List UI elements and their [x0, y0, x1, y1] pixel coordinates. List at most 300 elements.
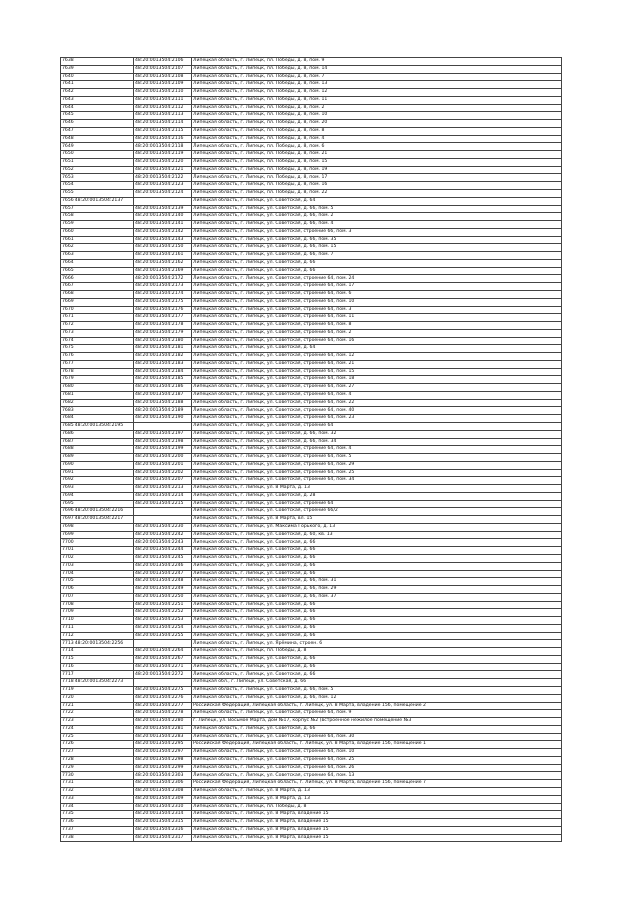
row-number: 7702 [62, 555, 74, 561]
address-cell: Липецкая область, г. Липецк, ул. 8 Марта, владение 15 [192, 834, 562, 842]
row-number: 7666 [62, 275, 74, 281]
row-number-cell [61, 787, 134, 795]
address-cell: Липецкая область, г. Липецк, ул. Советская, д. 66, пом. 29 [192, 586, 562, 594]
cadastral-number-cell: 48:20:0013504:2123 [134, 182, 192, 190]
table-row [61, 803, 562, 811]
address-cell: Липецкая область, г. Липецк, ул. Советская, д. 66, пом. 32 [192, 430, 562, 438]
address-cell: Липецкая область, г. Липецк, пл. Победы, д. 8, пом. 11 [192, 96, 562, 104]
row-number-cell [61, 267, 134, 275]
table-row [61, 454, 562, 462]
address-cell: Липецкая область, г. Липецк, ул. Советская, д. 66, пом. 4 [192, 221, 562, 229]
table-row [61, 687, 562, 695]
row-number: 7694 [62, 492, 74, 498]
row-number-cell [61, 221, 134, 229]
cadastral-number-cell: 48:20:0013504:2283 [134, 733, 192, 741]
row-number: 7639 [62, 65, 74, 71]
row-number: 7735 [62, 811, 74, 817]
cadastral-number-cell: 48:20:0013504:2242 [134, 531, 192, 539]
address-cell: Липецкая область, г. Липецк, ул. Советская, строение 64, пом. 29 [192, 461, 562, 469]
cadastral-number-cell: 48:20:0013504:2303 [134, 772, 192, 780]
row-number-cell [61, 259, 134, 267]
cadastral-number-cell: 48:20:0013504:2201 [134, 461, 192, 469]
table-row [61, 213, 562, 221]
row-number: 7737 [62, 826, 74, 832]
row-number: 7640 [62, 73, 74, 79]
row-number-cell [61, 360, 134, 368]
row-number-cell [61, 725, 134, 733]
address-cell: Липецкая область, г. Липецк, ул. Советская, строение 64, пом. 4 [192, 446, 562, 454]
row-number-cell [61, 609, 134, 617]
row-number: 7679 [62, 376, 74, 382]
address-cell: Липецкая область, г. Липецк, ул. Советская, д. 66 [192, 562, 562, 570]
row-number: 7649 [62, 143, 74, 149]
cadastral-number-cell: 48:20:0013504:2184 [134, 368, 192, 376]
row-number-cell [61, 749, 134, 757]
address-cell: Липецкая область, г. Липецк, ул. 8 Марта, д. 13 [192, 795, 562, 803]
row-number-cell [61, 671, 134, 679]
table-row [61, 679, 562, 687]
cadastral-number-cell: 48:20:0013504:2141 [134, 221, 192, 229]
address-cell: Липецкая область, г. Липецк, ул. Советская, д. 66 [192, 267, 562, 275]
row-number-cell [61, 353, 134, 361]
cadastral-number-cell: 48:20:0013504:2185 [134, 376, 192, 384]
address-cell: Липецкая область, г. Липецк, ул. Советская, строение 64, пом. 26 [192, 764, 562, 772]
row-number-cell [61, 523, 134, 531]
row-number-cell [61, 73, 134, 81]
row-number: 7667 [62, 283, 74, 289]
cadastral-number-cell: 48:20:0013504:2246 [134, 562, 192, 570]
address-cell: Липецкая область, г. Липецк, ул. Советская, д. 66, пом. 2 [192, 213, 562, 221]
table-row [61, 640, 562, 648]
row-number: 7708 [62, 601, 74, 607]
cadastral-number-cell: 48:20:0013504:2110 [134, 89, 192, 97]
table-row [61, 322, 562, 330]
cadastral-number-cell: 48:20:0013504:2161 [134, 252, 192, 260]
table-row [61, 819, 562, 827]
row-number: 7642 [62, 89, 74, 95]
row-number-cell [61, 329, 134, 337]
row-number-cell [61, 570, 134, 578]
row-number-cell [61, 252, 134, 260]
cadastral-number-cell: 48:20:0013504:2119 [134, 151, 192, 159]
row-number-cell [61, 143, 134, 151]
cadastral-number-cell: 48:20:0013504:2175 [134, 298, 192, 306]
table-row [61, 624, 562, 632]
address-cell: Липецкая область, г. Липецк, ул. Советская, строение 64, пом. 24 [192, 275, 562, 283]
table-row [61, 407, 562, 415]
row-number: 7695 [62, 500, 74, 506]
row-number: 7718 [62, 679, 74, 685]
address-cell: Липецкая область, г. Липецк, ул. Советская, д. 66 [192, 671, 562, 679]
row-number-cell [61, 702, 134, 710]
cadastral-number-cell: 48:20:0013504:2316 [134, 826, 192, 834]
table-row [61, 182, 562, 190]
table-row [61, 772, 562, 780]
table-row [61, 733, 562, 741]
address-cell: Липецкая область, г. Липецк, пл. Победы, д. 8, пом. 9 [192, 58, 562, 66]
table-row [61, 244, 562, 252]
table-row [61, 578, 562, 586]
address-cell: Липецкая область, г. Липецк, ул. 8 Марта, д. 13 [192, 787, 562, 795]
cadastral-number-cell: 48:20:0013504:2275 [134, 687, 192, 695]
row-number: 7653 [62, 174, 74, 180]
address-cell: Липецкая область, г. Липецк, ул. Советская, д. 66 [192, 632, 562, 640]
cadastral-number-cell: 48:20:0013504:2150 [134, 244, 192, 252]
address-cell: Липецкая область, г. Липецк, ул. Советская, строение 64, пом. 10 [192, 298, 562, 306]
address-cell: Липецкая область, г. Липецк, ул. Советская, строение 64, пом. 4 [192, 391, 562, 399]
address-cell: Липецкая область, г. Липецк, ул. Советская, строение 64 [192, 500, 562, 508]
cadastral-number-cell: 48:20:0013504:2118 [134, 143, 192, 151]
row-number: 7645 [62, 112, 74, 118]
address-cell: Липецкая область, г. Липецк, ул. Советская, д. 66 [192, 539, 562, 547]
row-number-cell [61, 586, 134, 594]
table-row [61, 290, 562, 298]
address-cell: Липецкая область, г. Липецк, ул. Советская, д. 64 [192, 345, 562, 353]
row-number: 7672 [62, 322, 74, 328]
cadastral-number-cell: 48:20:0013504:2197 [134, 430, 192, 438]
row-number: 7714 [62, 648, 74, 654]
row-number-cell [61, 376, 134, 384]
address-cell: Липецкая область, г. Липецк, пл. Победы, д. 8, пом. 4 [192, 135, 562, 143]
address-cell: Липецкая область, г. Липецк, ул. Советская, строение 64, пом. 6 [192, 290, 562, 298]
row-number: 7657 [62, 205, 74, 211]
table-row [61, 166, 562, 174]
table-row [61, 702, 562, 710]
cadastral-number-cell: 48:20:0013504:2202 [134, 469, 192, 477]
row-number-cell [61, 306, 134, 314]
cadastral-number-cell: 48:20:0013504:2299 [134, 764, 192, 772]
parent-cadastral-number: 48:20:0013504:2273 [74, 679, 124, 685]
table-row [61, 461, 562, 469]
row-number: 7711 [62, 624, 74, 630]
table-row [61, 586, 562, 594]
cadastral-number-cell: 48:20:0013504:2264 [134, 648, 192, 656]
cadastral-number-cell: 48:20:0013504:2181 [134, 345, 192, 353]
cadastral-number-cell: 48:20:0013504:2173 [134, 283, 192, 291]
address-cell: Липецкая область, г. Липецк, ул. Советская, строение 66, пом. 3 [192, 228, 562, 236]
table-row [61, 353, 562, 361]
cadastral-number-cell: 48:20:0013504:2112 [134, 104, 192, 112]
address-cell: Липецкая обл., г. Липецк, ул. Советская, д. 66 [192, 679, 562, 687]
address-cell: Липецкая область, г. Липецк, ул. Советская, строение 64, пом. 10 [192, 749, 562, 757]
cadastral-number-cell: 48:20:0013504:2308 [134, 787, 192, 795]
row-number-cell [61, 539, 134, 547]
row-number-cell [61, 516, 134, 524]
cadastral-number-cell [134, 422, 192, 430]
row-number-cell [61, 120, 134, 128]
table-row [61, 617, 562, 625]
cadastral-number-cell: 48:20:0013504:2213 [134, 485, 192, 493]
table-row [61, 120, 562, 128]
address-cell: Липецкая область, г. Липецк, пл. Победы, д. 8, пом. 2 [192, 104, 562, 112]
row-number: 7727 [62, 749, 74, 755]
table-row [61, 221, 562, 229]
row-number-cell [61, 632, 134, 640]
address-cell: Липецкая область, г. Липецк, ул. Советская, д. 66 [192, 259, 562, 267]
address-cell: Липецкая область, г. Липецк, пл. Победы, д. 8, пом. 12 [192, 89, 562, 97]
cadastral-number-cell: 48:20:0013504:2174 [134, 290, 192, 298]
cadastral-number-cell: 48:20:0013504:2172 [134, 275, 192, 283]
parent-cadastral-number: 48:20:0013504:2217 [74, 516, 124, 522]
row-number: 7681 [62, 392, 74, 397]
row-number: 7717 [62, 671, 74, 677]
row-number: 7638 [62, 58, 74, 64]
table-row [61, 174, 562, 182]
row-number-cell [61, 562, 134, 570]
row-number: 7724 [62, 725, 74, 731]
address-cell: Липецкая область, г. Липецк, ул. Советская, д. 28 [192, 492, 562, 500]
row-number-cell [61, 780, 134, 788]
table-row [61, 741, 562, 749]
row-number: 7712 [62, 632, 74, 638]
cadastral-number-cell: 48:20:0013504:2179 [134, 329, 192, 337]
row-number-cell [61, 508, 134, 516]
cadastral-number-cell: 48:20:0013504:2190 [134, 415, 192, 423]
table-row [61, 236, 562, 244]
cadastral-number-cell: 48:20:0013504:2178 [134, 322, 192, 330]
cadastral-number-cell: 48:20:0013504:2280 [134, 718, 192, 726]
row-number: 7728 [62, 756, 74, 762]
cadastral-number-cell: 48:20:0013504:2253 [134, 617, 192, 625]
row-number-cell [61, 368, 134, 376]
table-row [61, 127, 562, 135]
row-number-cell [61, 151, 134, 159]
row-number: 7709 [62, 609, 74, 615]
row-number: 7662 [62, 244, 74, 250]
address-cell: Липецкая область, г. Липецк, ул. Советская, д. 66, пом. 37 [192, 593, 562, 601]
cadastral-number-cell: 48:20:0013504:2177 [134, 314, 192, 322]
cadastral-number-cell: 48:20:0013504:2186 [134, 384, 192, 392]
row-number-cell [61, 500, 134, 508]
parent-cadastral-number: 48:20:0013504:2195 [74, 423, 124, 429]
row-number: 7670 [62, 306, 74, 312]
address-cell: Липецкая область, г. Липецк, пл. Победы, д. 8, пом. 13 [192, 81, 562, 89]
table-row [61, 151, 562, 159]
cadastral-number-cell: 48:20:0013504:2124 [134, 190, 192, 198]
row-number: 7676 [62, 353, 74, 359]
row-number: 7641 [62, 81, 74, 87]
row-number: 7703 [62, 562, 74, 568]
row-number: 7658 [62, 213, 74, 219]
address-cell: Липецкая область, г. Липецк, ул. Советская, д. 64 [192, 197, 562, 205]
row-number: 7736 [62, 819, 74, 825]
table-row [61, 795, 562, 803]
row-number: 7654 [62, 182, 74, 188]
row-number: 7701 [62, 547, 74, 553]
row-number: 7646 [62, 120, 74, 126]
cadastral-number-cell: 48:20:0013504:2298 [134, 756, 192, 764]
row-number-cell [61, 624, 134, 632]
cadastral-number-cell: 48:20:0013504:2251 [134, 601, 192, 609]
address-cell: Липецкая область, г. Липецк, ул. Советская, д. 66, пом. 7 [192, 252, 562, 260]
address-cell: Липецкая область, г. Липецк, ул. Советская, д. 66 [192, 624, 562, 632]
cadastral-number-cell: 48:20:0013504:2200 [134, 454, 192, 462]
address-cell: Липецкая область, г. Липецк, ул. Советская, д. 66 [192, 663, 562, 671]
address-cell: Липецкая область, г. Липецк, ул. Максима Горького, д. 13 [192, 523, 562, 531]
table-row [61, 81, 562, 89]
cadastral-number-cell: 48:20:0013504:2250 [134, 593, 192, 601]
table-row [61, 593, 562, 601]
address-cell: Липецкая область, г. Липецк, пл. Победы, д. 8 [192, 803, 562, 811]
cadastral-number-cell: 48:20:0013504:2140 [134, 213, 192, 221]
row-number: 7669 [62, 298, 74, 304]
row-number-cell [61, 158, 134, 166]
table-row [61, 197, 562, 205]
row-number: 7692 [62, 477, 74, 483]
row-number: 7687 [62, 438, 74, 444]
row-number: 7650 [62, 151, 74, 157]
table-row [61, 725, 562, 733]
table-row [61, 648, 562, 656]
row-number: 7661 [62, 236, 74, 242]
address-cell: Липецкая область, г. Липецк, ул. Советская, д. 66, пом. 15 [192, 244, 562, 252]
address-cell: Российская Федерация, Липецкая область, г. Липецк, ул. 8 Марта, владение 15б, помещение 2 [192, 702, 562, 710]
row-number-cell [61, 601, 134, 609]
row-number-cell [61, 655, 134, 663]
cadastral-number-cell [134, 679, 192, 687]
table-row [61, 710, 562, 718]
table-row [61, 58, 562, 66]
row-number-cell [61, 687, 134, 695]
row-number-cell [61, 772, 134, 780]
row-number-cell [61, 640, 134, 648]
row-number: 7723 [62, 718, 74, 724]
row-number: 7696 [62, 508, 74, 514]
row-number-cell [61, 104, 134, 112]
row-number-cell [61, 733, 134, 741]
table-row [61, 415, 562, 423]
table-row [61, 492, 562, 500]
table-row [61, 500, 562, 508]
cadastral-number-cell: 48:20:0013504:2122 [134, 174, 192, 182]
table-row [61, 764, 562, 772]
table-row [61, 73, 562, 81]
table-row [61, 671, 562, 679]
address-cell: Липецкая область, г. Липецк, пл. Победы, д. 8 [192, 648, 562, 656]
address-cell: Липецкая область, г. Липецк, ул. 8 Марта, д. 13 [192, 485, 562, 493]
address-cell: Липецкая область, г. Липецк, ул. Советская, строение 64, пом. 9 [192, 710, 562, 718]
address-cell: Липецкая область, г. Липецк, ул. Советская, строение 64, пом. 11 [192, 314, 562, 322]
row-number: 7665 [62, 267, 74, 273]
table-row [61, 469, 562, 477]
row-number: 7647 [62, 127, 74, 133]
row-number-cell [61, 555, 134, 563]
address-cell: Липецкая область, г. Липецк, пл. Победы, д. 8, пом. 15 [192, 158, 562, 166]
row-number: 7730 [62, 772, 74, 778]
row-number-cell [61, 547, 134, 555]
row-number-cell [61, 819, 134, 827]
address-cell: Липецкая область, г. Липецк, ул. Советская, строение 64, пом. 34 [192, 477, 562, 485]
cadastral-number-cell: 48:20:0013504:2317 [134, 834, 192, 842]
row-number: 7716 [62, 663, 74, 669]
row-number-cell [61, 275, 134, 283]
row-number: 7729 [62, 764, 74, 770]
table-row [61, 601, 562, 609]
table-row [61, 259, 562, 267]
address-cell: Липецкая область, г. Липецк, пл. Победы, д. 8, пом. 6 [192, 143, 562, 151]
row-number-cell [61, 127, 134, 135]
row-number-cell [61, 174, 134, 182]
row-number: 7738 [62, 834, 74, 840]
table-row [61, 158, 562, 166]
row-number: 7706 [62, 586, 74, 592]
address-cell: Липецкая область, г. Липецк, ул. Советская, строение 64, пом. 21 [192, 360, 562, 368]
table-row [61, 283, 562, 291]
row-number-cell [61, 228, 134, 236]
table-row [61, 446, 562, 454]
address-cell: Липецкая область, г. Липецк, ул. Советская, д. 66 [192, 570, 562, 578]
row-number-cell [61, 244, 134, 252]
cadastral-number-cell: 48:20:0013504:2113 [134, 112, 192, 120]
address-cell: Российская Федерация, Липецкая область, г. Липецк, ул. 8 Марта, владение 15б, помещение 7 [192, 780, 562, 788]
table-row [61, 811, 562, 819]
row-number-cell [61, 741, 134, 749]
row-number: 7697 [62, 516, 74, 522]
row-number-cell [61, 399, 134, 407]
table-row [61, 314, 562, 322]
cadastral-number-cell: 48:20:0013504:2310 [134, 803, 192, 811]
row-number-cell [61, 112, 134, 120]
cadastral-number-cell: 48:20:0013504:2108 [134, 73, 192, 81]
table-row [61, 190, 562, 198]
row-number-cell [61, 236, 134, 244]
row-number-cell [61, 718, 134, 726]
table-row [61, 267, 562, 275]
address-cell: Липецкая область, г. Липецк, ул. Советская, д. 66 [192, 555, 562, 563]
cadastral-number-cell: 48:20:0013504:2169 [134, 267, 192, 275]
cadastral-number-cell [134, 516, 192, 524]
row-number-cell [61, 679, 134, 687]
row-number-cell [61, 337, 134, 345]
row-number-cell [61, 756, 134, 764]
table-row [61, 360, 562, 368]
address-cell: Липецкая область, г. Липецк, пл. Победы, д. 8, пом. 17 [192, 174, 562, 182]
table-row [61, 780, 562, 788]
cadastral-number-cell: 48:20:0013504:2182 [134, 353, 192, 361]
cadastral-number-cell: 48:20:0013504:2188 [134, 399, 192, 407]
row-number: 7732 [62, 788, 74, 794]
row-number-cell [61, 89, 134, 97]
row-number-cell [61, 298, 134, 306]
address-cell: Липецкая область, г. Липецк, ул. Советская, строение 66/2 [192, 508, 562, 516]
address-cell: Липецкая область, г. Липецк, пл. Победы, д. 8, пом. 7 [192, 73, 562, 81]
cadastral-number-cell: 48:20:0013504:2309 [134, 795, 192, 803]
address-cell: Липецкая область, г. Липецк, ул. Советская, д. 66 [192, 601, 562, 609]
row-number: 7707 [62, 593, 74, 599]
table-row [61, 306, 562, 314]
table-row [61, 485, 562, 493]
table-row [61, 438, 562, 446]
row-number-cell [61, 834, 134, 842]
row-number-cell [61, 65, 134, 73]
cadastral-number-cell: 48:20:0013504:2278 [134, 710, 192, 718]
table-row [61, 252, 562, 260]
row-number: 7677 [62, 360, 74, 366]
table-row [61, 555, 562, 563]
row-number: 7685 [62, 423, 74, 429]
row-number: 7720 [62, 694, 74, 700]
row-number: 7734 [62, 803, 74, 809]
row-number-cell [61, 81, 134, 89]
cadastral-number-cell: 48:20:0013504:2254 [134, 624, 192, 632]
cadastral-number-cell: 48:20:0013504:2277 [134, 702, 192, 710]
cadastral-number-cell: 48:20:0013504:2314 [134, 811, 192, 819]
cadastral-number-cell: 48:20:0013504:2106 [134, 58, 192, 66]
row-number: 7655 [62, 190, 74, 196]
cadastral-number-cell [134, 508, 192, 516]
cadastral-number-cell: 48:20:0013504:2207 [134, 477, 192, 485]
table-row [61, 632, 562, 640]
